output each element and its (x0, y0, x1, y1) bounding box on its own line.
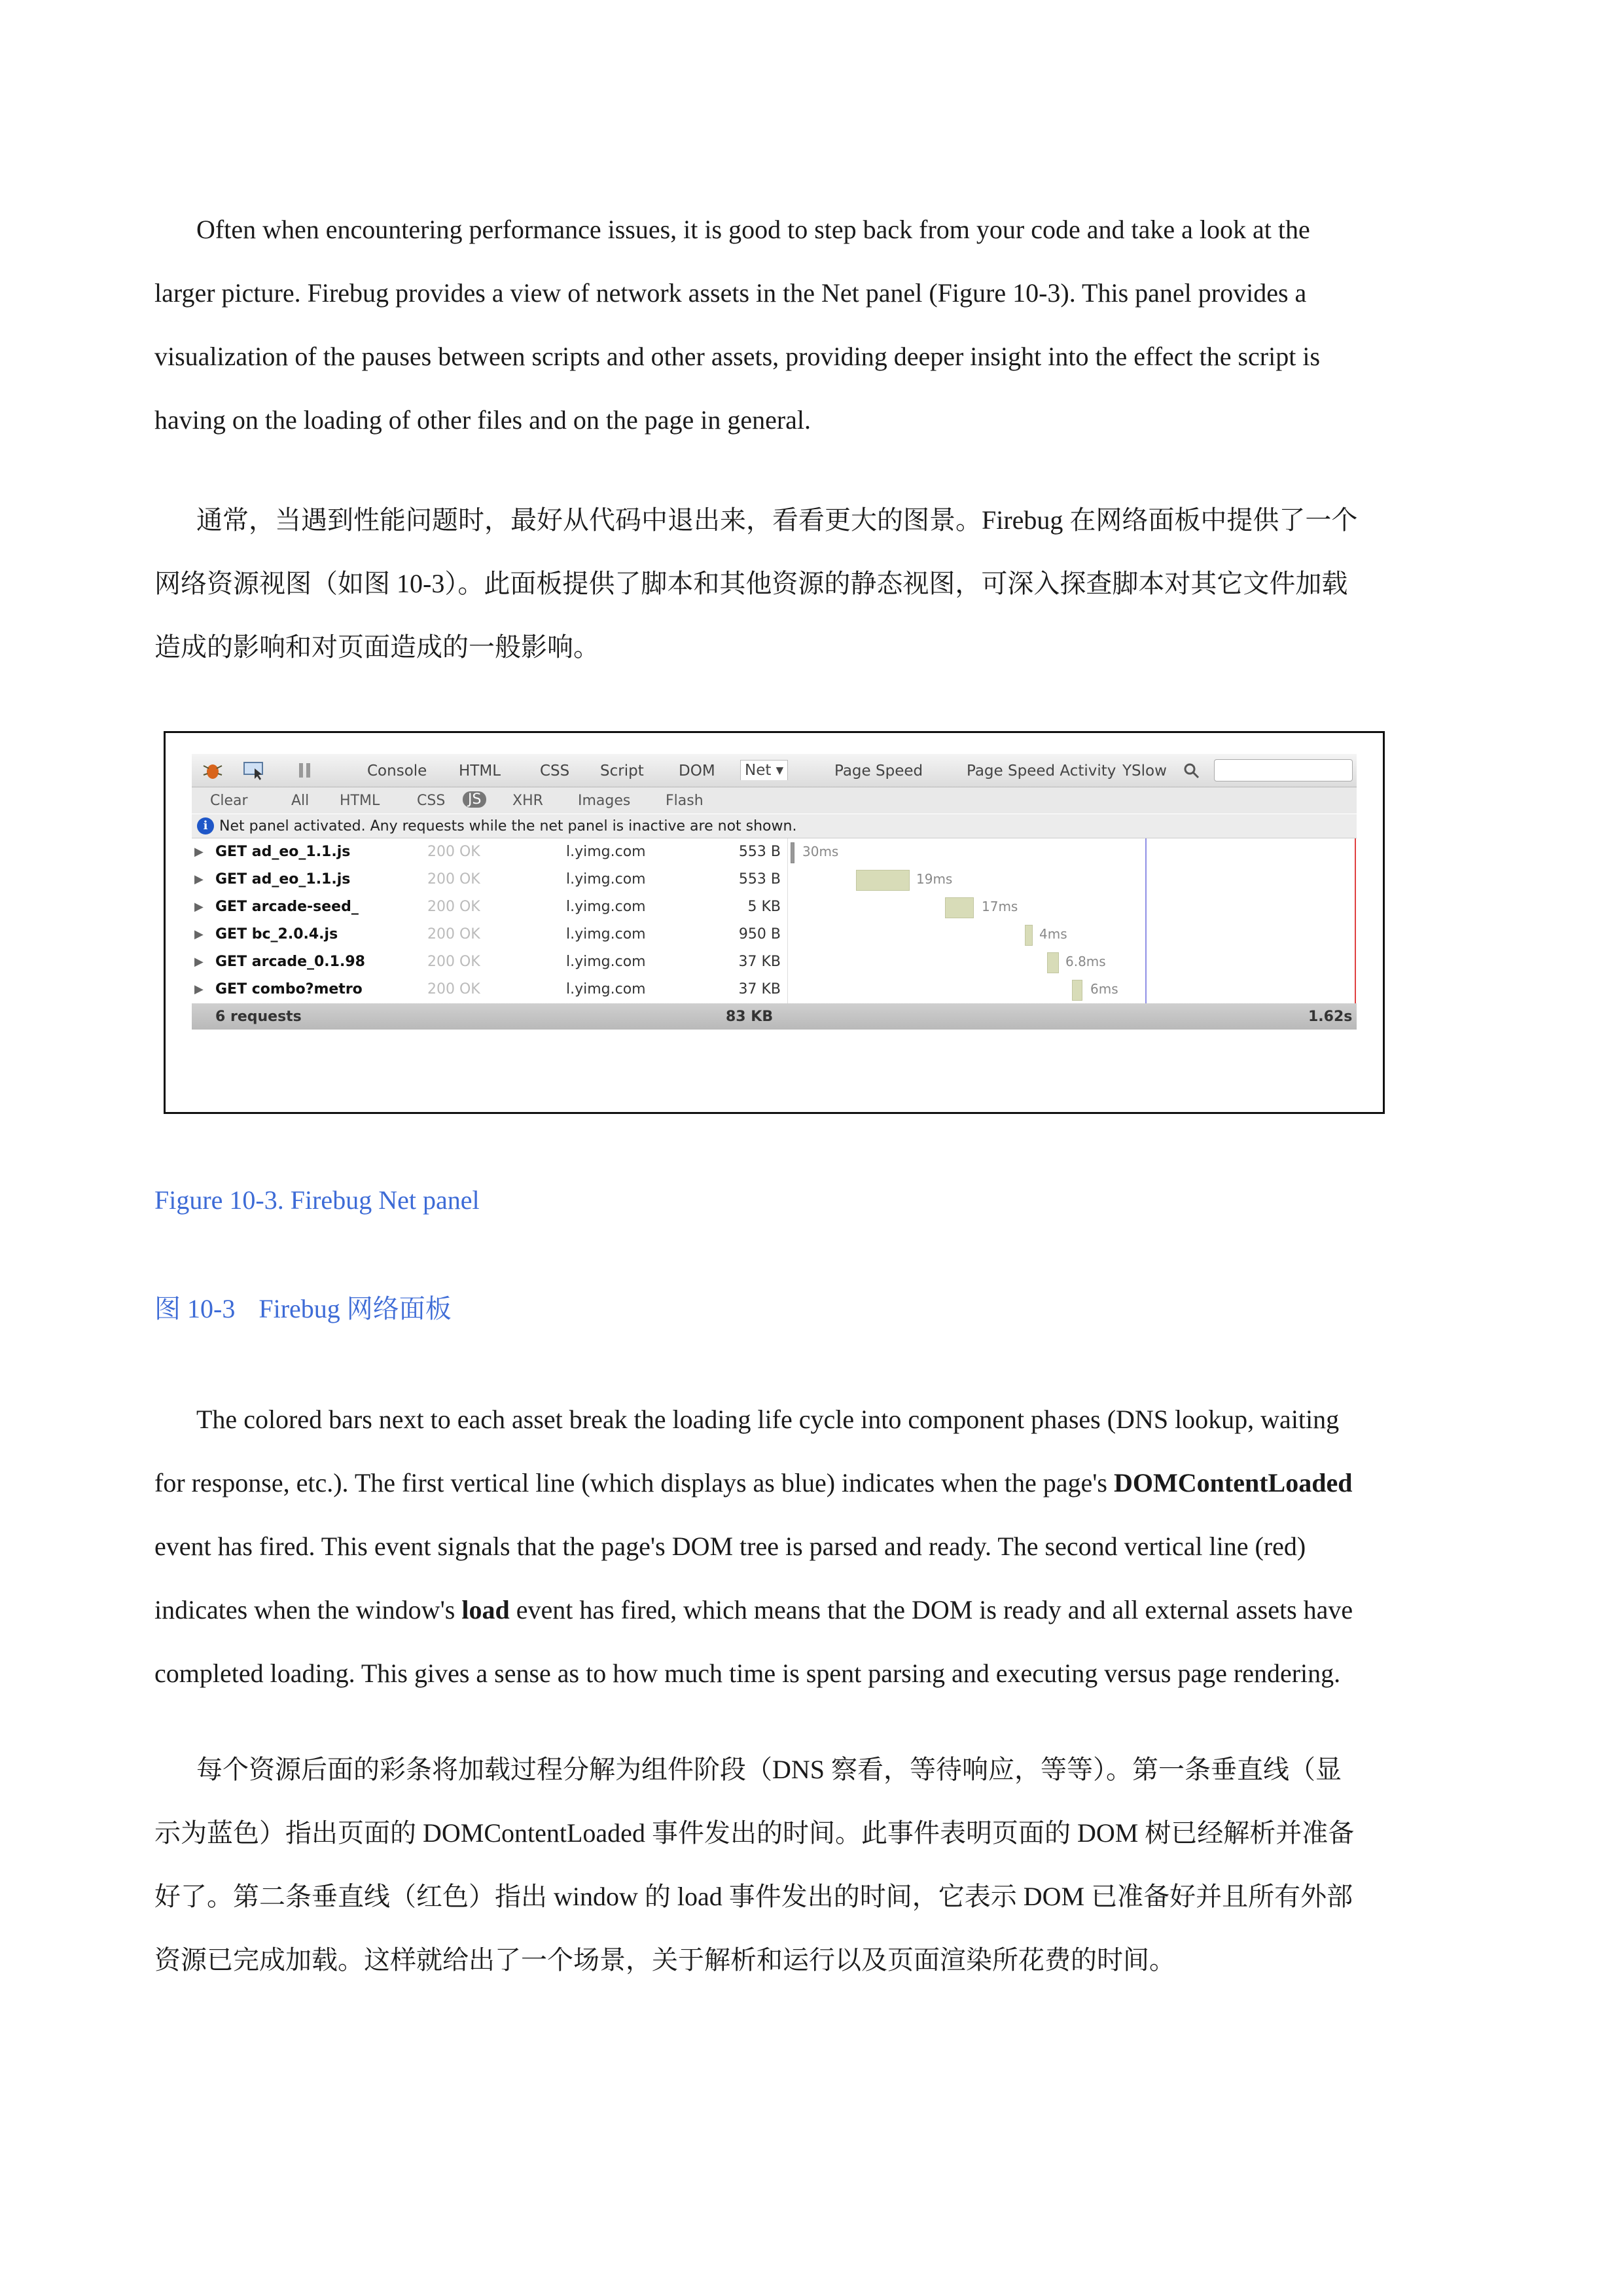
total-time: 1.62s (1308, 1009, 1353, 1025)
request-url: GET bc_2.0.4.js (215, 926, 338, 942)
filter-all[interactable]: All (291, 793, 310, 809)
paragraph-en-timeline (154, 1388, 1479, 1705)
text-line: event has fired. This event signals that the page's DOM tree is parsed and ready. The second vertical line (red) (154, 1532, 1306, 1561)
timing-bar (791, 842, 794, 863)
request-size: 37 KB (738, 981, 781, 997)
expand-arrow-icon[interactable]: ▶ (194, 845, 204, 859)
text-line: completed loading. This gives a sense as to how much time is spent parsing and executing versus page rendering. (154, 1659, 1341, 1688)
text-line: indicates when the window's (154, 1595, 462, 1624)
timing-label: 30ms (802, 844, 839, 859)
paragraph-zh-timeline (154, 1738, 1479, 1992)
firebug-toolbar (192, 754, 1357, 787)
info-bar (192, 814, 1357, 838)
expand-arrow-icon[interactable]: ▶ (194, 955, 204, 969)
firebug-panel (192, 754, 1357, 1060)
filter-bar (192, 787, 1357, 814)
filter-xhr[interactable]: XHR (512, 793, 543, 809)
text-line: 资源已完成加载。这样就给出了一个场景，关于解析和运行以及页面渲染所花费的时间。 (154, 1945, 1175, 1975)
request-size: 950 B (738, 926, 781, 942)
bold-term: DOMContentLoaded (1114, 1468, 1353, 1498)
request-count: 6 requests (215, 1009, 302, 1025)
request-size: 553 B (738, 871, 781, 888)
request-status: 200 OK (427, 954, 480, 970)
text-line: for response, etc.). The first vertical line (which displays as blue) indicates when the page's (154, 1468, 1114, 1498)
domcontentloaded-line (1145, 838, 1147, 1003)
tab-page-speed[interactable]: Page Speed (834, 762, 923, 780)
request-url: GET ad_eo_1.1.js (215, 871, 351, 888)
text-line: 每个资源后面的彩条将加载过程分解为组件阶段（DNS 察看，等待响应，等等）。第一条垂直线（显 (196, 1755, 1342, 1784)
filter-js[interactable]: JS (463, 791, 486, 808)
summary-row (192, 1003, 1357, 1030)
text-line: larger picture. Firebug provides a view of network assets in the Net panel (Figure 10-3). This panel provides a (154, 278, 1307, 308)
request-domain: l.yimg.com (566, 954, 646, 970)
tab-console[interactable]: Console (367, 762, 427, 780)
pause-icon[interactable] (296, 761, 313, 780)
timing-bar (1025, 925, 1033, 946)
timing-label: 6ms (1090, 981, 1118, 997)
text-line: having on the loading of other files and on the page in general. (154, 405, 812, 435)
request-size: 37 KB (738, 954, 781, 970)
request-domain: l.yimg.com (566, 871, 646, 888)
timing-bar (945, 897, 974, 918)
text-line: Often when encountering performance issues, it is good to step back from your code and take a look at the (196, 215, 1310, 244)
request-list (192, 838, 1357, 1003)
text-line: 示为蓝色）指出页面的 DOMContentLoaded 事件发出的时间。此事件表明页面的 DOM 树已经解析并准备 (154, 1818, 1355, 1848)
figure-caption-zh (154, 1288, 452, 1325)
tab-script[interactable]: Script (600, 762, 644, 780)
load-event-line (1355, 838, 1356, 1003)
tab-yslow[interactable]: YSlow (1122, 762, 1167, 780)
timing-label: 6.8ms (1065, 954, 1106, 969)
inspect-icon[interactable] (243, 761, 266, 780)
firebug-bug-icon[interactable] (201, 761, 224, 780)
filter-html[interactable]: HTML (340, 793, 380, 809)
request-status: 200 OK (427, 899, 480, 915)
filter-images[interactable]: Images (578, 793, 631, 809)
request-status: 200 OK (427, 981, 480, 997)
request-status: 200 OK (427, 871, 480, 888)
info-icon: i (197, 817, 214, 834)
request-domain: l.yimg.com (566, 926, 646, 942)
caption-number: 图 10-3 (154, 1294, 236, 1323)
request-size: 5 KB (747, 899, 781, 915)
figure-firebug-net-panel (164, 731, 1385, 1114)
tab-css[interactable]: CSS (540, 762, 570, 780)
request-domain: l.yimg.com (566, 899, 646, 915)
filter-css[interactable]: CSS (417, 793, 446, 809)
timing-label: 19ms (916, 871, 953, 887)
expand-arrow-icon[interactable]: ▶ (194, 982, 204, 996)
search-icon (1183, 762, 1201, 780)
bold-term: load (461, 1595, 510, 1624)
timing-bar (1047, 952, 1059, 973)
tab-net[interactable]: Net ▾ (740, 760, 788, 780)
request-size: 553 B (738, 844, 781, 860)
filter-clear[interactable]: Clear (210, 793, 248, 809)
request-domain: l.yimg.com (566, 981, 646, 997)
tab-html[interactable]: HTML (459, 762, 501, 780)
timeline-column (787, 838, 1357, 1003)
paragraph-en-intro (154, 198, 1479, 452)
request-status: 200 OK (427, 844, 480, 860)
request-url: GET arcade_0.1.98 (215, 954, 365, 970)
text-line: 网络资源视图（如图 10-3）。此面板提供了脚本和其他资源的静态视图，可深入探查脚本对其它文件加载 (154, 569, 1348, 598)
expand-arrow-icon[interactable]: ▶ (194, 900, 204, 914)
text-line: 通常，当遇到性能问题时，最好从代码中退出来，看看更大的图景。Firebug 在网络面板中提供了一个 (196, 505, 1358, 535)
expand-arrow-icon[interactable]: ▶ (194, 872, 204, 886)
timing-bar (856, 870, 910, 891)
paragraph-zh-intro (154, 488, 1479, 679)
text-line: 好了。第二条垂直线（红色）指出 window 的 load 事件发出的时间，它表示 DOM 已准备好并且所有外部 (154, 1882, 1353, 1911)
tab-dom[interactable]: DOM (679, 762, 715, 780)
filter-flash[interactable]: Flash (666, 793, 704, 809)
caption-title: Firebug 网络面板 (259, 1294, 452, 1323)
text-line: 造成的影响和对页面造成的一般影响。 (154, 632, 599, 662)
text-line: visualization of the pauses between scripts and other assets, providing deeper insight into the effect the script is (154, 342, 1321, 371)
request-domain: l.yimg.com (566, 844, 646, 860)
figure-caption-en: Figure 10-3. Firebug Net panel (154, 1185, 480, 1215)
request-url: GET arcade-seed_ (215, 899, 359, 915)
request-status: 200 OK (427, 926, 480, 942)
timing-bar (1072, 980, 1082, 1001)
text-line: The colored bars next to each asset break the loading life cycle into component phases (DNS lookup, waiting (196, 1405, 1340, 1434)
timing-label: 17ms (982, 899, 1018, 914)
expand-arrow-icon[interactable]: ▶ (194, 927, 204, 941)
search-input[interactable] (1214, 759, 1353, 781)
info-message: Net panel activated. Any requests while the net panel is inactive are not shown. (219, 818, 797, 834)
text-line: event has fired, which means that the DOM is ready and all external assets have (509, 1595, 1353, 1624)
total-size: 83 KB (726, 1009, 774, 1025)
request-url: GET ad_eo_1.1.js (215, 844, 351, 860)
request-url: GET combo?metro (215, 981, 363, 997)
tab-page-speed-activity[interactable]: Page Speed Activity (967, 762, 1116, 780)
timing-label: 4ms (1039, 926, 1067, 942)
